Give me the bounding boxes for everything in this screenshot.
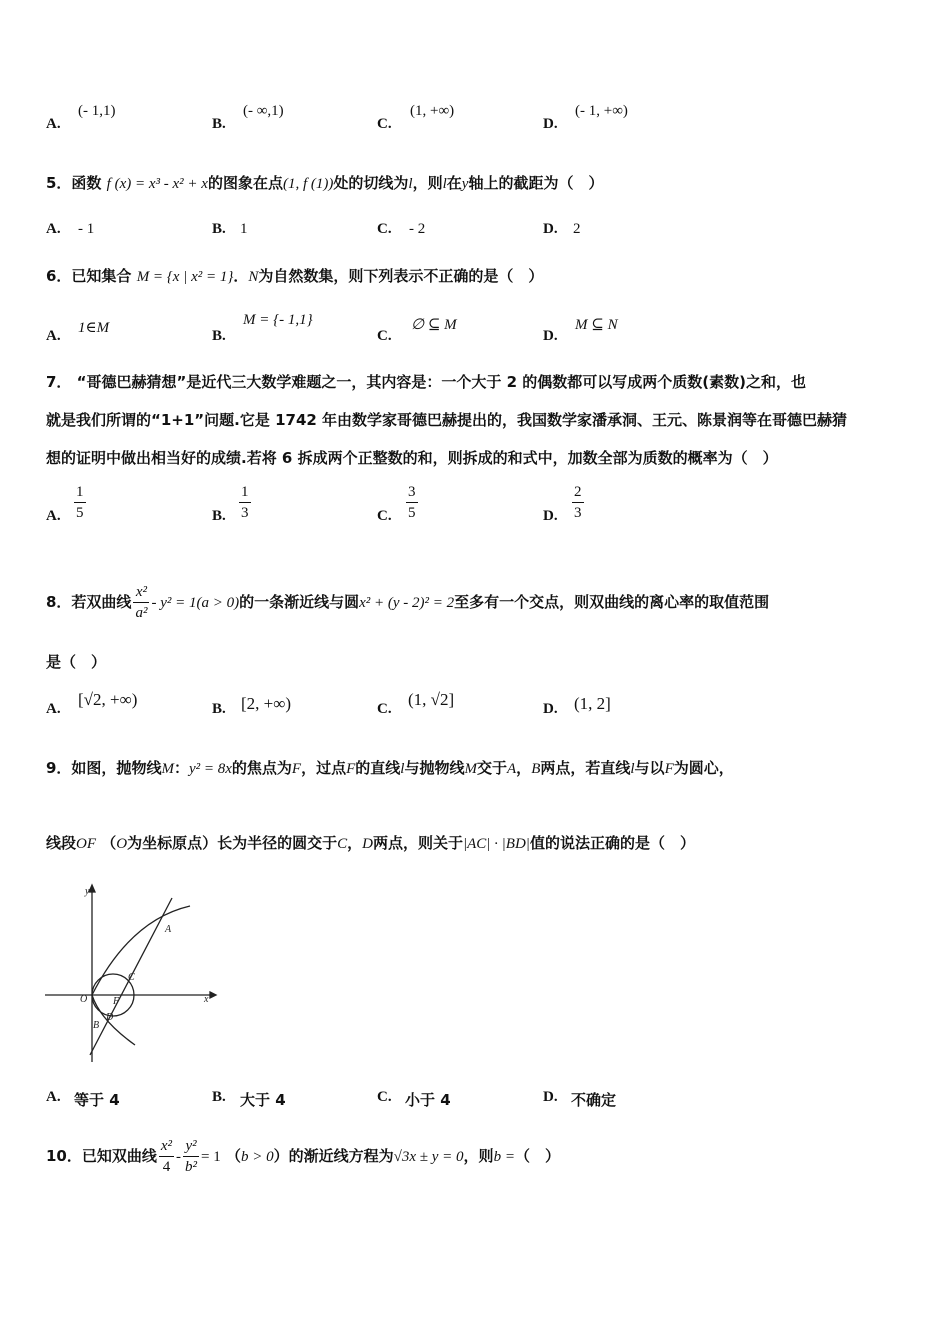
q9-text-2b: （ [101, 834, 117, 852]
q5-option-b-value: 1 [240, 221, 248, 237]
q5-option-d-label[interactable]: D. [543, 221, 558, 237]
q8-text-2: 至多有一个交点，则双曲线的离心率的取值范围 [454, 593, 770, 611]
q9-option-c-value: 小于 4 [405, 1091, 451, 1109]
q9-text-a: 9．如图，抛物线 [46, 759, 162, 777]
q10-fraction-1-num: x² [159, 1136, 174, 1157]
q5-point: (1, f (1)) [282, 176, 334, 192]
q6-option-a-label[interactable]: A. [46, 328, 61, 344]
question-9-line-1 [46, 750, 734, 787]
q6-option-d-value: M ⊆ N [575, 317, 618, 333]
q7-option-b-num: 1 [239, 482, 251, 503]
q5-option-c-label[interactable]: C. [377, 221, 392, 237]
q9-text-2c: 为坐标原点）长为半径的圆交于 [127, 834, 338, 852]
q9-m: M [161, 761, 174, 777]
q9-text-g: 交于 [476, 759, 507, 777]
q8-option-b-value: [2, +∞) [241, 694, 292, 713]
q10-fraction-2 [183, 1136, 199, 1177]
q8-option-c-value: (1, √2] [408, 690, 455, 709]
q8-fraction [133, 582, 149, 623]
q10-fraction-1-den: 4 [162, 1159, 171, 1175]
q10-fraction-1 [159, 1136, 174, 1177]
q8-option-c-label[interactable]: C. [377, 701, 392, 717]
q4-option-c-value: (1, +∞) [410, 103, 455, 119]
q6-option-a-value: 1∈M [78, 320, 110, 336]
fig-label-f: F [113, 996, 120, 1007]
q9-f: F [291, 761, 302, 777]
q9-text-b: ： [173, 759, 189, 777]
q9-l-2: l [630, 761, 635, 777]
q9-option-a-label[interactable]: A. [46, 1089, 61, 1105]
fig-label-d: D [106, 1012, 114, 1023]
q8-option-d-label[interactable]: D. [543, 701, 558, 717]
q5-text-4: 在 [446, 174, 462, 192]
q8-text-1: 的一条渐近线与圆 [239, 593, 360, 611]
q9-option-a-value: 等于 4 [74, 1091, 120, 1109]
q8-number: 8．若双曲线 [46, 593, 132, 611]
q4-option-d-label[interactable]: D. [543, 116, 558, 132]
q5-y-axis: y [461, 176, 469, 192]
fig-label-o: O [80, 994, 88, 1005]
q5-function: f (x) = x³ - x² + x [106, 176, 208, 192]
q10-text-3: ，则 [463, 1147, 494, 1165]
q8-option-a-value: [√2, +∞) [78, 690, 138, 709]
q4-option-b-label[interactable]: B. [212, 116, 226, 132]
q9-f-3: F [664, 761, 674, 777]
q7-option-a-label[interactable]: A. [46, 508, 61, 524]
q6-set-n: N [248, 269, 259, 285]
q8-option-d-value: (1, 2] [574, 694, 611, 713]
q9-option-d-value: 不确定 [571, 1091, 617, 1109]
q5-option-c-value: - 2 [409, 221, 426, 237]
fig-label-y: y [85, 886, 90, 897]
question-5-stem [46, 165, 603, 202]
q4-option-a-value: (- 1,1) [78, 103, 116, 119]
q9-d: D [362, 836, 373, 852]
q9-text-2a: 线段 [46, 834, 77, 852]
q4-option-a-label[interactable]: A. [46, 116, 61, 132]
q7-option-b-label[interactable]: B. [212, 508, 226, 524]
q7-option-a-num: 1 [74, 482, 86, 503]
q10-asymptote: √3x ± y = 0 [393, 1149, 464, 1165]
q7-option-d-den: 3 [574, 505, 582, 521]
y-axis-arrow [89, 885, 95, 892]
q9-option-d-label[interactable]: D. [543, 1089, 558, 1105]
q10-b: b = [493, 1149, 515, 1165]
q10-minus: - [176, 1149, 182, 1165]
q10-text-4: （ ） [514, 1147, 560, 1165]
q7-option-b-fraction [239, 482, 251, 523]
q10-text-1: （ [225, 1147, 241, 1165]
q10-text-2: ）的渐近线方程为 [273, 1147, 394, 1165]
question-7-line-1: 7． “哥德巴赫猜想”是近代三大数学难题之一，其内容是：一个大于 2 的偶数都可以写成两个质数(素数)之和，也 [46, 373, 806, 391]
q5-text-5: 轴上的截距为（ ） [468, 174, 604, 192]
q4-option-c-label[interactable]: C. [377, 116, 392, 132]
q7-option-c-label[interactable]: C. [377, 508, 392, 524]
q6-option-c-value: ∅ ⊆ M [411, 317, 457, 333]
q8-hyperbola: - y² = 1(a > 0) [151, 595, 240, 611]
q8-fraction-num: x² [133, 582, 149, 603]
q7-option-c-num: 3 [406, 482, 418, 503]
q9-option-b-label[interactable]: B. [212, 1089, 226, 1105]
q7-option-d-label[interactable]: D. [543, 508, 558, 524]
q7-option-a-fraction [74, 482, 86, 523]
q10-number: 10．已知双曲线 [46, 1147, 157, 1165]
q5-option-a-label[interactable]: A. [46, 221, 61, 237]
q10-fraction-2-den: b² [185, 1159, 198, 1175]
q4-option-d-value: (- 1, +∞) [575, 103, 628, 119]
question-7-line-2: 就是我们所谓的“1+1”问题.它是 1742 年由数学家哥德巴赫提出的，我国数学家潘承洞、王元、陈景润等在哥德巴赫猜 [46, 411, 848, 429]
q9-text-f: 与抛物线 [404, 759, 465, 777]
q9-text-k: 为圆心， [673, 759, 734, 777]
q10-equals-1: = 1 [201, 1149, 221, 1165]
q8-option-a-label[interactable]: A. [46, 701, 61, 717]
q9-of: OF [76, 836, 97, 852]
q9-text-d: ，过点 [301, 759, 347, 777]
q10-condition: b > 0 [241, 1149, 274, 1165]
q9-option-c-label[interactable]: C. [377, 1089, 392, 1105]
q7-option-c-den: 5 [408, 505, 416, 521]
q9-text-j: 与以 [634, 759, 665, 777]
q9-l: l [400, 761, 405, 777]
q6-set-m: M = {x | x² = 1} [136, 269, 234, 285]
q8-option-b-label[interactable]: B. [212, 701, 226, 717]
q9-b: B [531, 761, 541, 777]
x-axis-arrow [210, 992, 216, 998]
q4-option-b-value: (- ∞,1) [243, 103, 284, 119]
q9-m-2: M [464, 761, 477, 777]
q5-text-1: 的图象在点 [207, 174, 283, 192]
q9-text-e: 的直线 [355, 759, 401, 777]
q6-option-c-label[interactable]: C. [377, 328, 392, 344]
q5-number: 5．函数 [46, 174, 102, 192]
question-10-stem [46, 1126, 560, 1187]
q9-c: C [337, 836, 348, 852]
q7-option-c-fraction [406, 482, 418, 523]
q9-o: O [116, 836, 128, 852]
q9-text-c: 的焦点为 [231, 759, 292, 777]
q7-option-d-num: 2 [572, 482, 584, 503]
q9-text-h: ， [516, 759, 532, 777]
q9-figure [40, 880, 220, 1065]
q5-text-2: 处的切线为 [333, 174, 409, 192]
q8-fraction-den: a² [135, 605, 148, 621]
q5-line-l-2: l [442, 176, 447, 192]
q9-a: A [507, 761, 517, 777]
q5-text-3: ，则 [412, 174, 443, 192]
q5-line-l: l [408, 176, 413, 192]
q7-option-b-den: 3 [241, 505, 249, 521]
q6-option-b-label[interactable]: B. [212, 328, 226, 344]
q8-circle: x² + (y - 2)² = 2 [359, 595, 455, 611]
q9-option-b-value: 大于 4 [240, 1091, 286, 1109]
question-7-line-3: 想的证明中做出相当好的成绩.若将 6 拆成两个正整数的和，则拆成的和式中，加数全部为质数的概率为（ ） [46, 449, 778, 467]
question-9-line-2 [46, 825, 695, 862]
q9-text-2f: 值的说法正确的是（ ） [529, 834, 695, 852]
fig-label-c: C [128, 972, 135, 983]
q9-text-2d: ， [347, 834, 363, 852]
question-8-line-2: 是（ ） [46, 653, 107, 671]
q5-option-d-value: 2 [573, 221, 581, 237]
fig-label-a: A [165, 924, 172, 935]
fig-label-x: x [204, 994, 209, 1005]
question-6-stem [46, 258, 543, 295]
q5-option-b-label[interactable]: B. [212, 221, 226, 237]
q6-dot: ． [233, 267, 249, 285]
q9-text-2e: 两点，则关于 [373, 834, 464, 852]
q9-product: |AC| · |BD| [463, 836, 530, 852]
q6-text: 为自然数集，则下列表示不正确的是（ ） [258, 267, 544, 285]
fig-label-b: B [93, 1020, 100, 1031]
q6-number: 6．已知集合 [46, 267, 132, 285]
q6-option-b-value: M = {- 1,1} [243, 312, 313, 328]
q9-f-2: F [346, 761, 356, 777]
q10-fraction-2-num: y² [183, 1136, 199, 1157]
q9-text-i: 两点，若直线 [540, 759, 631, 777]
q5-option-a-value: - 1 [78, 221, 95, 237]
q7-option-a-den: 5 [76, 505, 84, 521]
question-8-stem [46, 582, 769, 623]
q9-parabola: y² = 8x [188, 761, 232, 777]
q7-option-d-fraction [572, 482, 584, 523]
q6-option-d-label[interactable]: D. [543, 328, 558, 344]
